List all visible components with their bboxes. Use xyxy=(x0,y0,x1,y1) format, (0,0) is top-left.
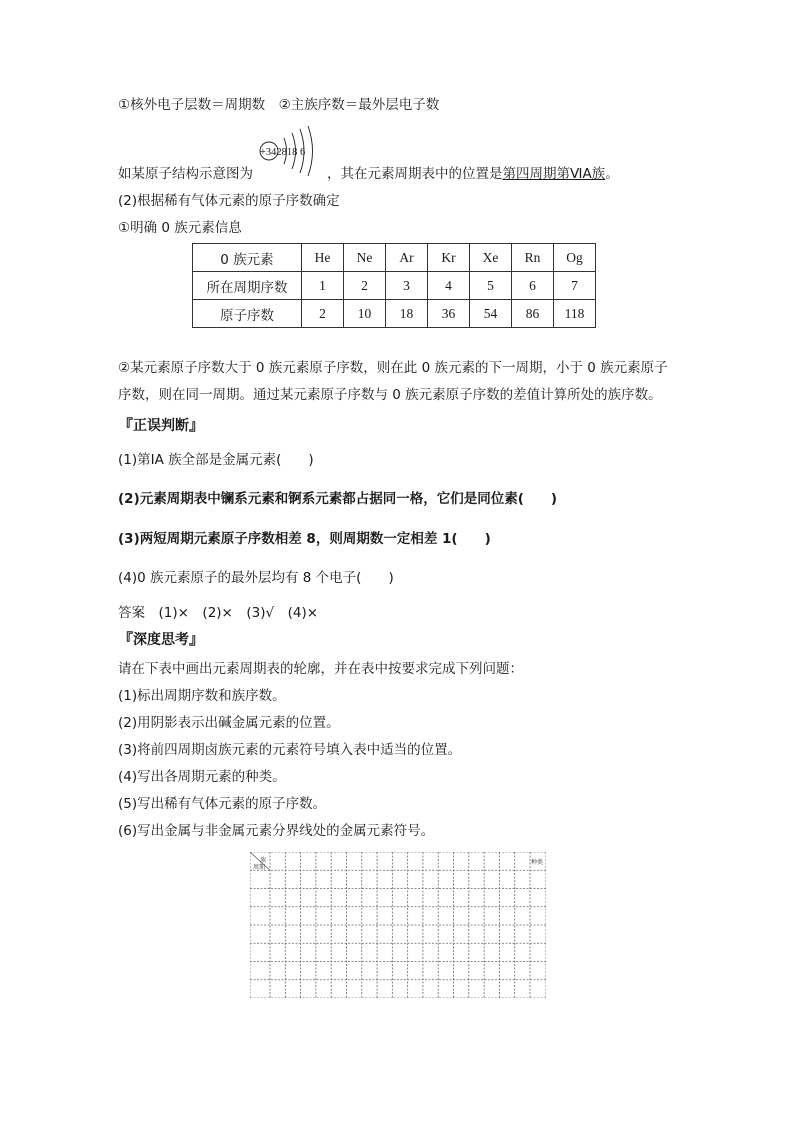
table-cell: 2 xyxy=(344,272,386,300)
table-cell: 3 xyxy=(386,272,428,300)
example-answer: 第四周期第ⅥA族 xyxy=(502,166,606,182)
title-text: 深度思考 xyxy=(133,632,190,648)
table-cell: 5 xyxy=(470,272,512,300)
judge-question-3: (3)两短周期元素原子序数相差 8，则周期数一定相差 1( ) xyxy=(118,531,491,547)
think-task-3: (3)将前四周期卤族元素的元素符号填入表中适当的位置。 xyxy=(118,742,462,758)
method-2-step-2-line-2: 序数，则在同一周期。通过某元素原子序数与 0 族元素原子序数的差值计算所处的族序数。 xyxy=(118,387,662,403)
example-end: 。 xyxy=(605,166,619,182)
table-header-cell: 0 族元素 xyxy=(193,244,302,272)
table-cell: Ne xyxy=(344,244,386,272)
think-task-5: (5)写出稀有气体元素的原子序数。 xyxy=(118,796,327,812)
table-cell: 18 xyxy=(386,300,428,328)
example-mid: ，其在元素周期表中的位置是 xyxy=(327,166,503,182)
table-header-cell: 所在周期序数 xyxy=(193,272,302,300)
method-2-heading: (2)根据稀有气体元素的原子序数确定 xyxy=(118,193,340,209)
title-bracket-close: 』 xyxy=(189,630,205,648)
table-row xyxy=(193,300,596,328)
think-task-6: (6)写出金属与非金属元素分界线处的金属元素符号。 xyxy=(118,823,435,839)
table-cell: Rn xyxy=(512,244,554,272)
table-cell: 4 xyxy=(428,272,470,300)
grid-right-header: 种类 xyxy=(531,859,544,866)
table-row xyxy=(193,244,596,272)
judge-question-1: (1)第ⅠA 族全部是金属元素( ) xyxy=(118,452,314,468)
table-cell: 1 xyxy=(302,272,344,300)
table-cell: 6 xyxy=(512,272,554,300)
table-cell: Ar xyxy=(386,244,428,272)
table-cell: 118 xyxy=(554,300,596,328)
table-cell: 86 xyxy=(512,300,554,328)
rule-line-1: ①核外电子层数＝周期数 ②主族序数＝最外层电子数 xyxy=(118,97,440,113)
title-bracket-close: 』 xyxy=(189,416,205,434)
table-header-cell: 原子序数 xyxy=(193,300,302,328)
atom-label: +342818 6 xyxy=(260,147,306,158)
table-cell: 54 xyxy=(470,300,512,328)
example-line xyxy=(118,164,619,184)
table-cell: Og xyxy=(554,244,596,272)
grid-corner-bottom: 周期 xyxy=(253,864,266,871)
judge-answer: 答案 (1)× (2)× (3)√ (4)× xyxy=(118,605,319,621)
think-intro: 请在下表中画出元素周期表的轮廓，并在表中按要求完成下列问题： xyxy=(118,661,523,677)
think-section-title xyxy=(118,629,204,650)
table-cell: 10 xyxy=(344,300,386,328)
judge-question-4: (4)0 族元素原子的最外层均有 8 个电子( ) xyxy=(118,570,394,586)
table-cell: Kr xyxy=(428,244,470,272)
think-task-4: (4)写出各周期元素的种类。 xyxy=(118,769,286,785)
table-cell: 2 xyxy=(302,300,344,328)
table-cell: 7 xyxy=(554,272,596,300)
table-cell: 36 xyxy=(428,300,470,328)
periodic-table-grid xyxy=(250,852,546,998)
table-cell: Xe xyxy=(470,244,512,272)
think-task-2: (2)用阴影表示出碱金属元素的位置。 xyxy=(118,715,340,731)
think-task-1: (1)标出周期序数和族序数。 xyxy=(118,688,286,704)
method-2-step-1: ①明确 0 族元素信息 xyxy=(118,220,242,236)
grid-corner-top: 族 xyxy=(260,857,267,864)
judge-section-title xyxy=(118,415,204,436)
table-row xyxy=(193,272,596,300)
method-2-step-2-line-1: ②某元素原子序数大于 0 族元素原子序数，则在此 0 族元素的下一周期，小于 0 族元素原子 xyxy=(118,360,668,376)
table-cell: He xyxy=(302,244,344,272)
example-prefix: 如某原子结构示意图为 xyxy=(118,166,253,182)
noble-gas-table xyxy=(192,243,596,328)
title-bracket-open: 『 xyxy=(118,416,134,434)
judge-question-2: (2)元素周期表中镧系元素和锕系元素都占据同一格，它们是同位素( ) xyxy=(118,491,558,507)
title-bracket-open: 『 xyxy=(118,630,134,648)
title-text: 正误判断 xyxy=(133,418,190,434)
